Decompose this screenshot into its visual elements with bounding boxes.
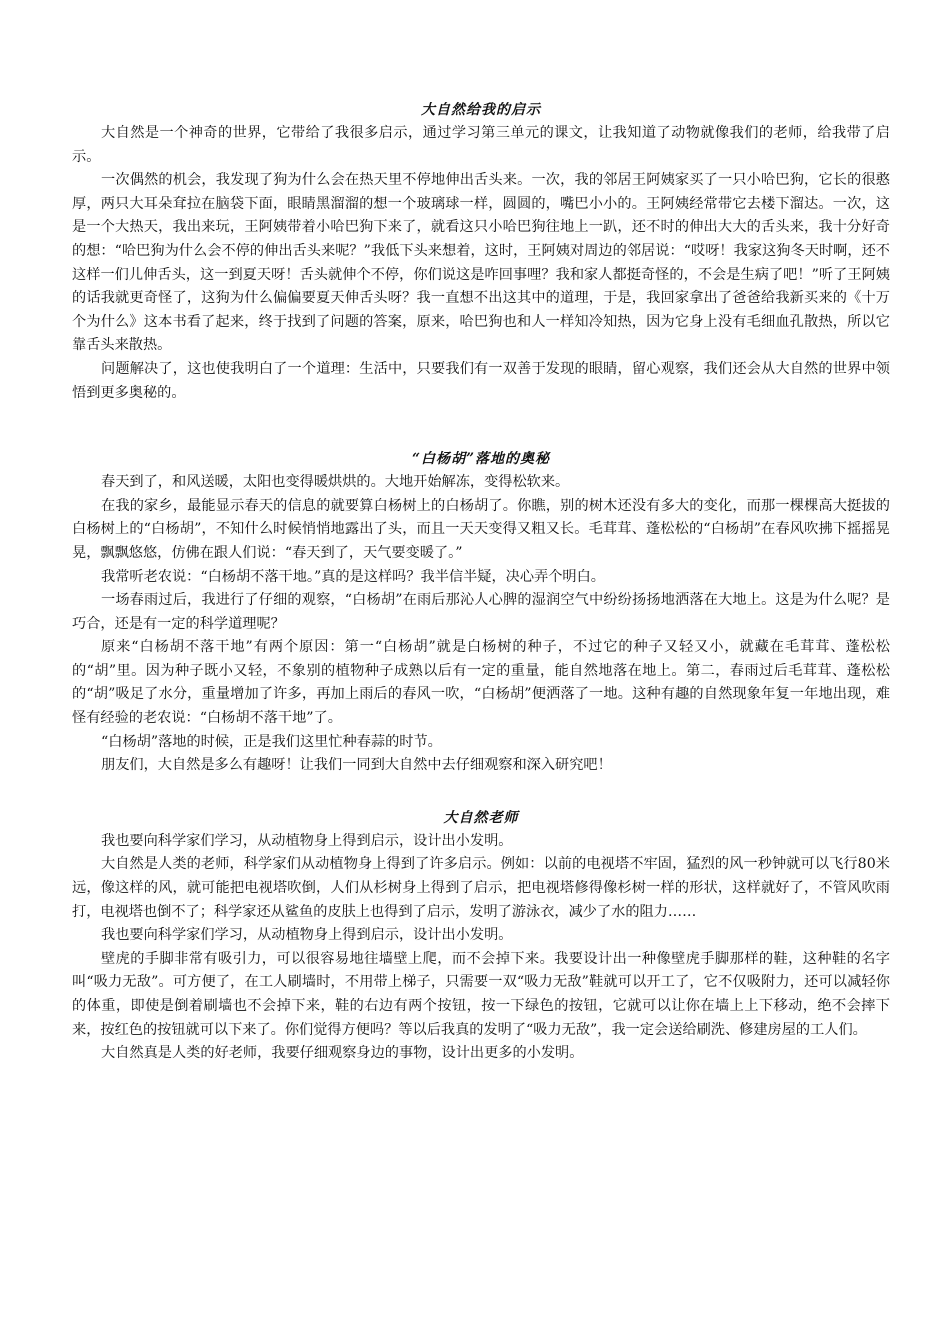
essay-paragraph: “白杨胡”落地的时候，正是我们这里忙种春蒜的时节。 (101, 733, 442, 750)
essay-paragraph: 在我的家乡，最能显示春天的信息的就要算白杨树上的白杨胡了。你瞧，别的树木还没有多大的变化，而那一棵棵高大挺拔的白杨树上的“白杨胡”，不知什么时候悄悄地露出了头，而且一天天变得又粗又长。毛茸茸、蓬松松的“白杨胡”在春风吹拂下摇摇晃晃，飘飘悠悠，仿佛在跟人们说：“春天到了，天气要变暖了。” (72, 497, 890, 561)
essay-title: 大自然老师 (443, 809, 519, 826)
essay-paragraph: 一场春雨过后，我进行了仔细的观察，“白杨胡”在雨后那沁人心脾的湿润空气中纷纷扬扬地洒落在大地上。这是为什么呢？是巧合，还是有一定的科学道理呢？ (72, 592, 890, 632)
essay-paragraph: 壁虎的手脚非常有吸引力，可以很容易地往墙壁上爬，而不会掉下来。我要设计出一种像壁虎手脚那样的鞋，这种鞋的名字叫“吸力无敌”。可方便了，在工人刷墙时，不用带上梯子，只需要一双“吸力无敌”鞋就可以开工了，它不仅吸附力，还可以减轻你的体重，即使是倒着刷墙也不会掉下来，鞋的右边有两个按钮，按一下绿色的按钮，它就可以让你在墙上上下移动，绝不会摔下来，按红色的按钮就可以下来了。你们觉得方便吗？等以后我真的发明了“吸力无敌”，我一定会送给刷洗、修建房屋的工人们。 (72, 950, 890, 1038)
essay-nature-inspiration (72, 98, 890, 405)
document-page (72, 98, 890, 1066)
essay-paragraph: 春天到了，和风送暖，太阳也变得暖烘烘的。大地开始解冻，变得松软来。 (101, 474, 570, 491)
essay-paragraph: 大自然是一个神奇的世界，它带给了我很多启示，通过学习第三单元的课文，让我知道了动物就像我们的老师，给我带了启示。 (72, 125, 890, 165)
essay-title: 大自然给我的启示 (421, 102, 541, 118)
essay-paragraph: 我常听老农说：“白杨胡不落干地。”真的是这样吗？我半信半疑，决心弄个明白。 (101, 568, 605, 585)
essay-paragraph: 一次偶然的机会，我发现了狗为什么会在热天里不停地伸出舌头来。一次，我的邻居王阿姨家买了一只小哈巴狗，它长的很憨厚，两只大耳朵耷拉在脑袋下面，眼睛黑溜溜的想一个玻璃球一样，圆圆的，嘴巴小小的。王阿姨经常带它去楼下溜达。一次，这是一个大热天，我出来玩，王阿姨带着小哈巴狗下来了，就看这只小哈巴狗往地上一趴，还不时的伸出大大的舌头来，我十分好奇的想：“哈巴狗为什么会不停的伸出舌头来呢？”我低下头来想着，这时，王阿姨对周边的邻居说：“哎呀！我家这狗冬天时啊，还不这样一们儿伸舌头，这一到夏天呀！舌头就伸个不停，你们说这是咋回事哩？我和家人都挺奇怪的，不会是生病了吧！”听了王阿姨的话我就更奇怪了，这狗为什么偏偏要夏天伸舌头呀？我一直想不出这其中的道理，于是，我回家拿出了爸爸给我新买来的《十万个为什么》这本书看了起来，终于找到了问题的答案，原来，哈巴狗也和人一样知冷知热，因为它身上没有毛细血孔散热，所以它靠舌头来散热。 (72, 172, 890, 354)
essay-paragraph: 原来“白杨胡不落干地”有两个原因：第一“白杨胡”就是白杨树的种子，不过它的种子又轻又小，就藏在毛茸茸、蓬松松的“胡”里。因为种子既小又轻，不象别的植物种子成熟以后有一定的重量，能自然地落在地上。第二，春雨过后毛茸茸、蓬松松的“胡”吸足了水分，重量增加了许多，再加上雨后的春风一吹，“白杨胡”便洒落了一地。这种有趣的自然现象年复一年地出现，难怪有经验的老农说：“白杨胡不落干地”了。 (72, 639, 890, 727)
essay-paragraph: 大自然真是人类的好老师，我要仔细观察身边的事物，设计出更多的小发明。 (101, 1045, 584, 1062)
essay-paragraph: 朋友们，大自然是多么有趣呀！让我们一同到大自然中去仔细观察和深入研究吧！ (101, 757, 612, 774)
essay-title: “白杨胡”落地的奥秘 (411, 451, 551, 468)
essay-paragraph: 我也要向科学家们学习，从动植物身上得到启示，设计出小发明。 (101, 927, 513, 944)
essay-poplar-catkin (72, 447, 890, 778)
essay-nature-teacher (72, 806, 890, 1066)
essay-paragraph: 大自然是人类的老师，科学家们从动植物身上得到了许多启示。例如：以前的电视塔不牢固，猛烈的风一秒钟就可以飞行80米远，像这样的风，就可能把电视塔吹倒，人们从杉树身上得到了启示，把电视塔修得像杉树一样的形状，这样就好了，不管风吹雨打，电视塔也倒不了；科学家还从鲨鱼的皮肤上也得到了启示，发明了游泳衣，减少了水的阻力…… (72, 856, 890, 920)
essay-paragraph: 问题解决了，这也使我明白了一个道理：生活中，只要我们有一双善于发现的眼睛，留心观察，我们还会从大自然的世界中领悟到更多奥秘的。 (72, 360, 890, 401)
essay-paragraph: 我也要向科学家们学习，从动植物身上得到启示，设计出小发明。 (101, 832, 513, 849)
